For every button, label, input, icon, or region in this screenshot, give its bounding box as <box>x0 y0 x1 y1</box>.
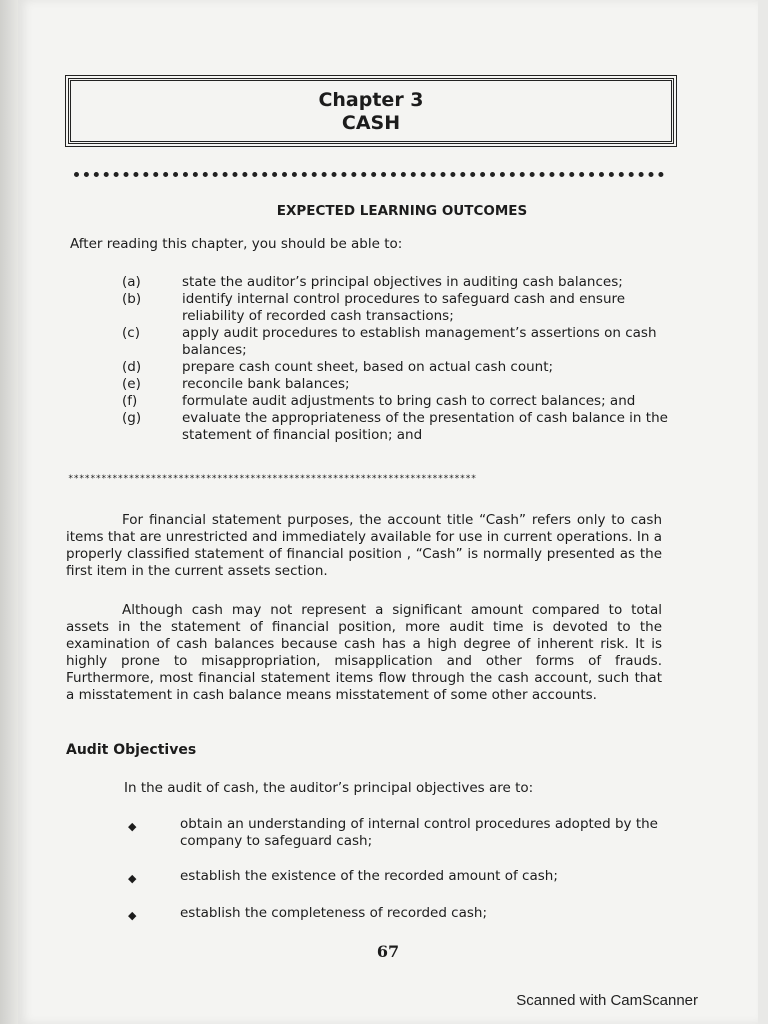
chapter-title: CASH <box>341 112 401 134</box>
diamond-bullet-icon: ◆ <box>128 820 137 833</box>
dotted-divider <box>74 172 664 177</box>
list-item <box>122 393 682 410</box>
list-item <box>128 868 668 887</box>
item-letter: (c) <box>122 325 140 341</box>
item-text: prepare cash count sheet, based on actual cash count; <box>182 359 554 375</box>
item-letter: (e) <box>122 376 141 392</box>
list-item <box>128 905 668 924</box>
paragraph-cash-definition: For financial statement purposes, the account title “Cash” refers only to cash items that are unrestricted and immediately available for use in current operations. In a properly classified statement of financial position , “Cash” is normally presented as the first item in the current assets section. <box>66 512 662 579</box>
audit-objectives-list <box>128 816 668 942</box>
paragraph-cash-risk: Although cash may not represent a significant amount compared to total assets in the statement of financial position, more audit time is devoted to the examination of cash balances because cash has a high degree of inherent risk. It is highly prone to misappropriation, misapplication and other forms of frauds. Furthermore, most financial statement items flow through the cash account, such that a misstatement in cash balance means misstatement of some other accounts. <box>66 602 662 703</box>
star-divider: ************************************************************************** <box>68 474 477 484</box>
item-text: apply audit procedures to establish management’s assertions on cash balances; <box>182 325 657 358</box>
item-letter: (f) <box>122 393 138 409</box>
list-item <box>122 291 682 325</box>
diamond-bullet-icon: ◆ <box>128 909 137 922</box>
item-text: obtain an understanding of internal control procedures adopted by the company to safeguard cash; <box>180 816 658 849</box>
item-text: identify internal control procedures to safeguard cash and ensure reliability of recorded cash transactions; <box>182 291 626 324</box>
list-item <box>128 816 668 850</box>
audit-objectives-intro: In the audit of cash, the auditor’s principal objectives are to: <box>124 780 534 796</box>
learning-outcomes-intro: After reading this chapter, you should be able to: <box>70 236 403 252</box>
item-text: establish the completeness of recorded cash; <box>180 905 488 921</box>
section-title-audit-objectives: Audit Objectives <box>66 742 197 758</box>
item-text: evaluate the appropriateness of the presentation of cash balance in the statement of financial position; and <box>182 410 668 443</box>
item-text: formulate audit adjustments to bring cash to correct balances; and <box>182 393 636 409</box>
document-page <box>18 0 758 1024</box>
item-text: state the auditor’s principal objectives in auditing cash balances; <box>182 274 623 290</box>
learning-outcomes-heading: EXPECTED LEARNING OUTCOMES <box>276 203 528 219</box>
item-text: reconcile bank balances; <box>182 376 350 392</box>
learning-outcomes-list <box>122 274 682 444</box>
list-item <box>122 274 682 291</box>
page-edge-shadow <box>0 0 18 1024</box>
diamond-bullet-icon: ◆ <box>128 872 137 885</box>
list-item <box>122 325 682 359</box>
item-letter: (b) <box>122 291 142 307</box>
page-number: 67 <box>376 942 400 961</box>
item-text: establish the existence of the recorded amount of cash; <box>180 868 558 884</box>
list-item <box>122 359 682 376</box>
item-letter: (g) <box>122 410 142 426</box>
list-item <box>122 410 682 444</box>
item-letter: (d) <box>122 359 142 375</box>
list-item <box>122 376 682 393</box>
item-letter: (a) <box>122 274 141 290</box>
chapter-title-box <box>68 78 674 144</box>
scanner-watermark: Scanned with CamScanner <box>516 992 698 1009</box>
chapter-number: Chapter 3 <box>318 89 424 111</box>
